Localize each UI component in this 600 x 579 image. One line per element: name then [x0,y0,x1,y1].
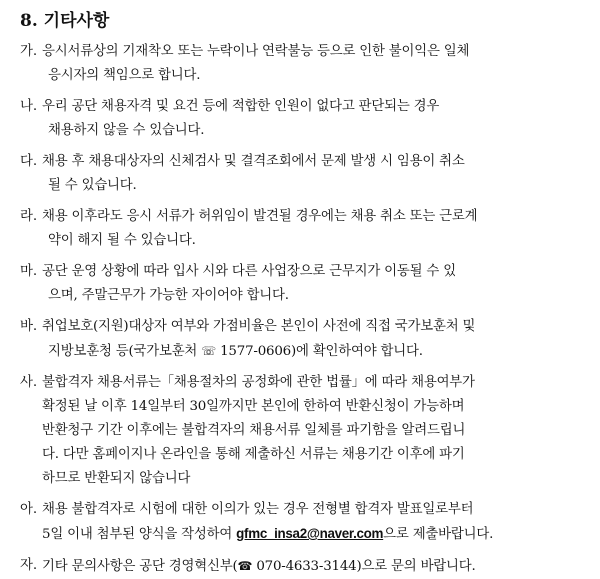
item-label: 나. [20,99,38,114]
notice-item-na [20,95,580,143]
item-label: 마. [20,264,38,279]
notice-item-ja [20,554,580,579]
email-link[interactable]: gfmc_insa2@naver.com [236,526,384,541]
item-text: 지방보훈청 등(국가보훈처 [48,344,202,359]
phone-number: 1577-0606 [220,344,291,359]
section-title: 8. 기타사항 [20,11,110,31]
phone-icon: ☏ [201,344,217,358]
item-body [42,95,580,143]
item-line: 반환청구 기간 이후에는 불합격자의 채용서류 일체를 파기함을 알려드립니 [42,423,466,438]
item-line: 으며, 주말근무가 가능한 자이어야 합니다. [48,288,289,303]
item-text: 5일 이내 첨부된 양식을 작성하여 [42,527,237,542]
notice-item-ra [20,205,580,253]
item-line: 응시자의 책임으로 합니다. [48,68,201,83]
item-label: 사. [20,375,38,390]
notice-item-da [20,150,580,198]
item-line: 약이 해지 될 수 있습니다. [48,233,196,248]
item-label: 라. [20,209,38,224]
item-label: 바. [20,319,38,334]
item-body [42,498,580,547]
item-line: 채용 이후라도 응시 서류가 허위임이 발견될 경우에는 채용 취소 또는 근로계 [42,209,478,224]
notice-item-sa [20,371,580,491]
item-line: 하므로 반환되지 않습니다 [42,471,191,486]
item-line: 우리 공단 채용자격 및 요건 등에 적합한 인원이 없다고 판단되는 경우 [42,99,440,114]
item-body [42,205,580,253]
item-label: 가. [20,44,38,59]
item-text: 으로 제출바랍니다. [383,527,494,542]
notice-item-ba [20,315,580,364]
item-line: 불합격자 채용서류는「채용절차의 공정화에 관한 법률」에 따라 채용여부가 [42,375,475,390]
telephone-icon: ☎ [237,559,253,573]
item-body [42,260,580,308]
phone-number: 070-4633-3144 [256,559,357,574]
item-line: 공단 운영 상황에 따라 입사 시와 다른 사업장으로 근무지가 이동될 수 있 [42,264,456,279]
item-body [42,371,580,491]
item-label: 자. [20,558,38,573]
notice-item-a [20,498,580,547]
item-line [42,554,580,579]
item-text: )에 확인하여야 합니다. [291,344,423,359]
notice-list [20,40,580,579]
item-line: 다. 다만 홈페이지나 온라인을 통해 제출하신 서류는 채용기간 이후에 파기 [42,447,465,462]
item-line: 취업보호(지원)대상자 여부와 가점비율은 본인이 사전에 직접 국가보훈처 및 [42,319,476,334]
notice-item-ga [20,40,580,88]
item-line: 채용하지 않을 수 있습니다. [48,123,205,138]
item-body [42,554,580,579]
item-body [42,315,580,364]
item-line [42,339,580,364]
item-body [42,150,580,198]
item-label: 아. [20,502,38,517]
item-line: 될 수 있습니다. [48,178,137,193]
item-body [42,40,580,88]
item-label: 다. [20,154,38,169]
item-line: 확정된 날 이후 14일부터 30일까지만 본인에 한하여 반환신청이 가능하며 [42,399,465,414]
item-line: 채용 후 채용대상자의 신체검사 및 결격조회에서 문제 발생 시 임용이 취소 [42,154,465,169]
notice-item-ma [20,260,580,308]
item-line: 응시서류상의 기재착오 또는 누락이나 연락불능 등으로 인한 불이익은 일체 [42,44,470,59]
item-line: 채용 불합격자로 시험에 대한 이의가 있는 경우 전형별 합격자 발표일로부터 [42,502,474,517]
item-line [42,522,580,547]
item-text: )으로 문의 바랍니다. [356,559,476,574]
item-text: 기타 문의사항은 공단 경영혁신부( [42,559,238,574]
